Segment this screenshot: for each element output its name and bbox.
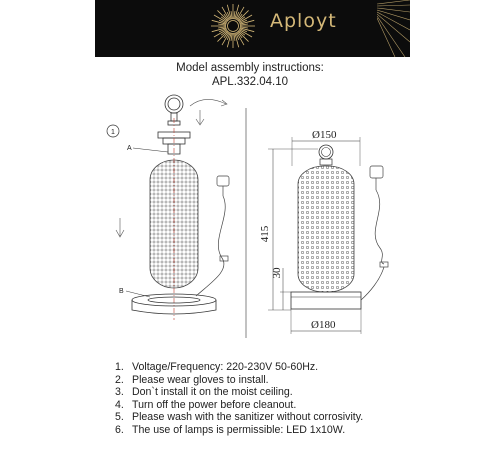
dimension-base-height	[271, 267, 291, 310]
down-arrow-icon	[116, 218, 124, 237]
dimension-base-diameter	[291, 309, 361, 334]
list-item: 1. Voltage/Frequency: 220-230V 50-60Hz.	[115, 361, 319, 373]
model-number: APL.332.04.10	[211, 76, 289, 88]
top-diameter-label: Ø150	[312, 129, 337, 141]
base-height-label: 30	[271, 267, 283, 279]
list-item: 2. Please wear gloves to install.	[115, 373, 269, 386]
plug-cable	[196, 176, 229, 296]
callout-b: B	[119, 288, 124, 295]
specifications-list	[115, 361, 363, 437]
base-diameter-label: Ø180	[311, 319, 336, 331]
assembled-plug-cable	[361, 166, 388, 300]
assembled-lamp	[291, 145, 361, 309]
list-item: 3. Don`t install it on the moist ceiling.	[115, 386, 293, 399]
list-item: 6. The use of lamps is permissible: LED 1x10W.	[115, 423, 346, 436]
title-line: Model assembly instructions:	[176, 62, 324, 74]
list-item: 4. Turn off the power before cleanout.	[115, 398, 297, 411]
brand-name: Aployt	[270, 10, 337, 32]
list-item: 5. Please wash with the sanitizer without corrosivity.	[115, 411, 364, 424]
rotate-arrow-icon	[190, 99, 227, 125]
callout-a: A	[127, 145, 132, 152]
step-number: 1	[111, 129, 115, 136]
height-label: 415	[259, 225, 271, 243]
